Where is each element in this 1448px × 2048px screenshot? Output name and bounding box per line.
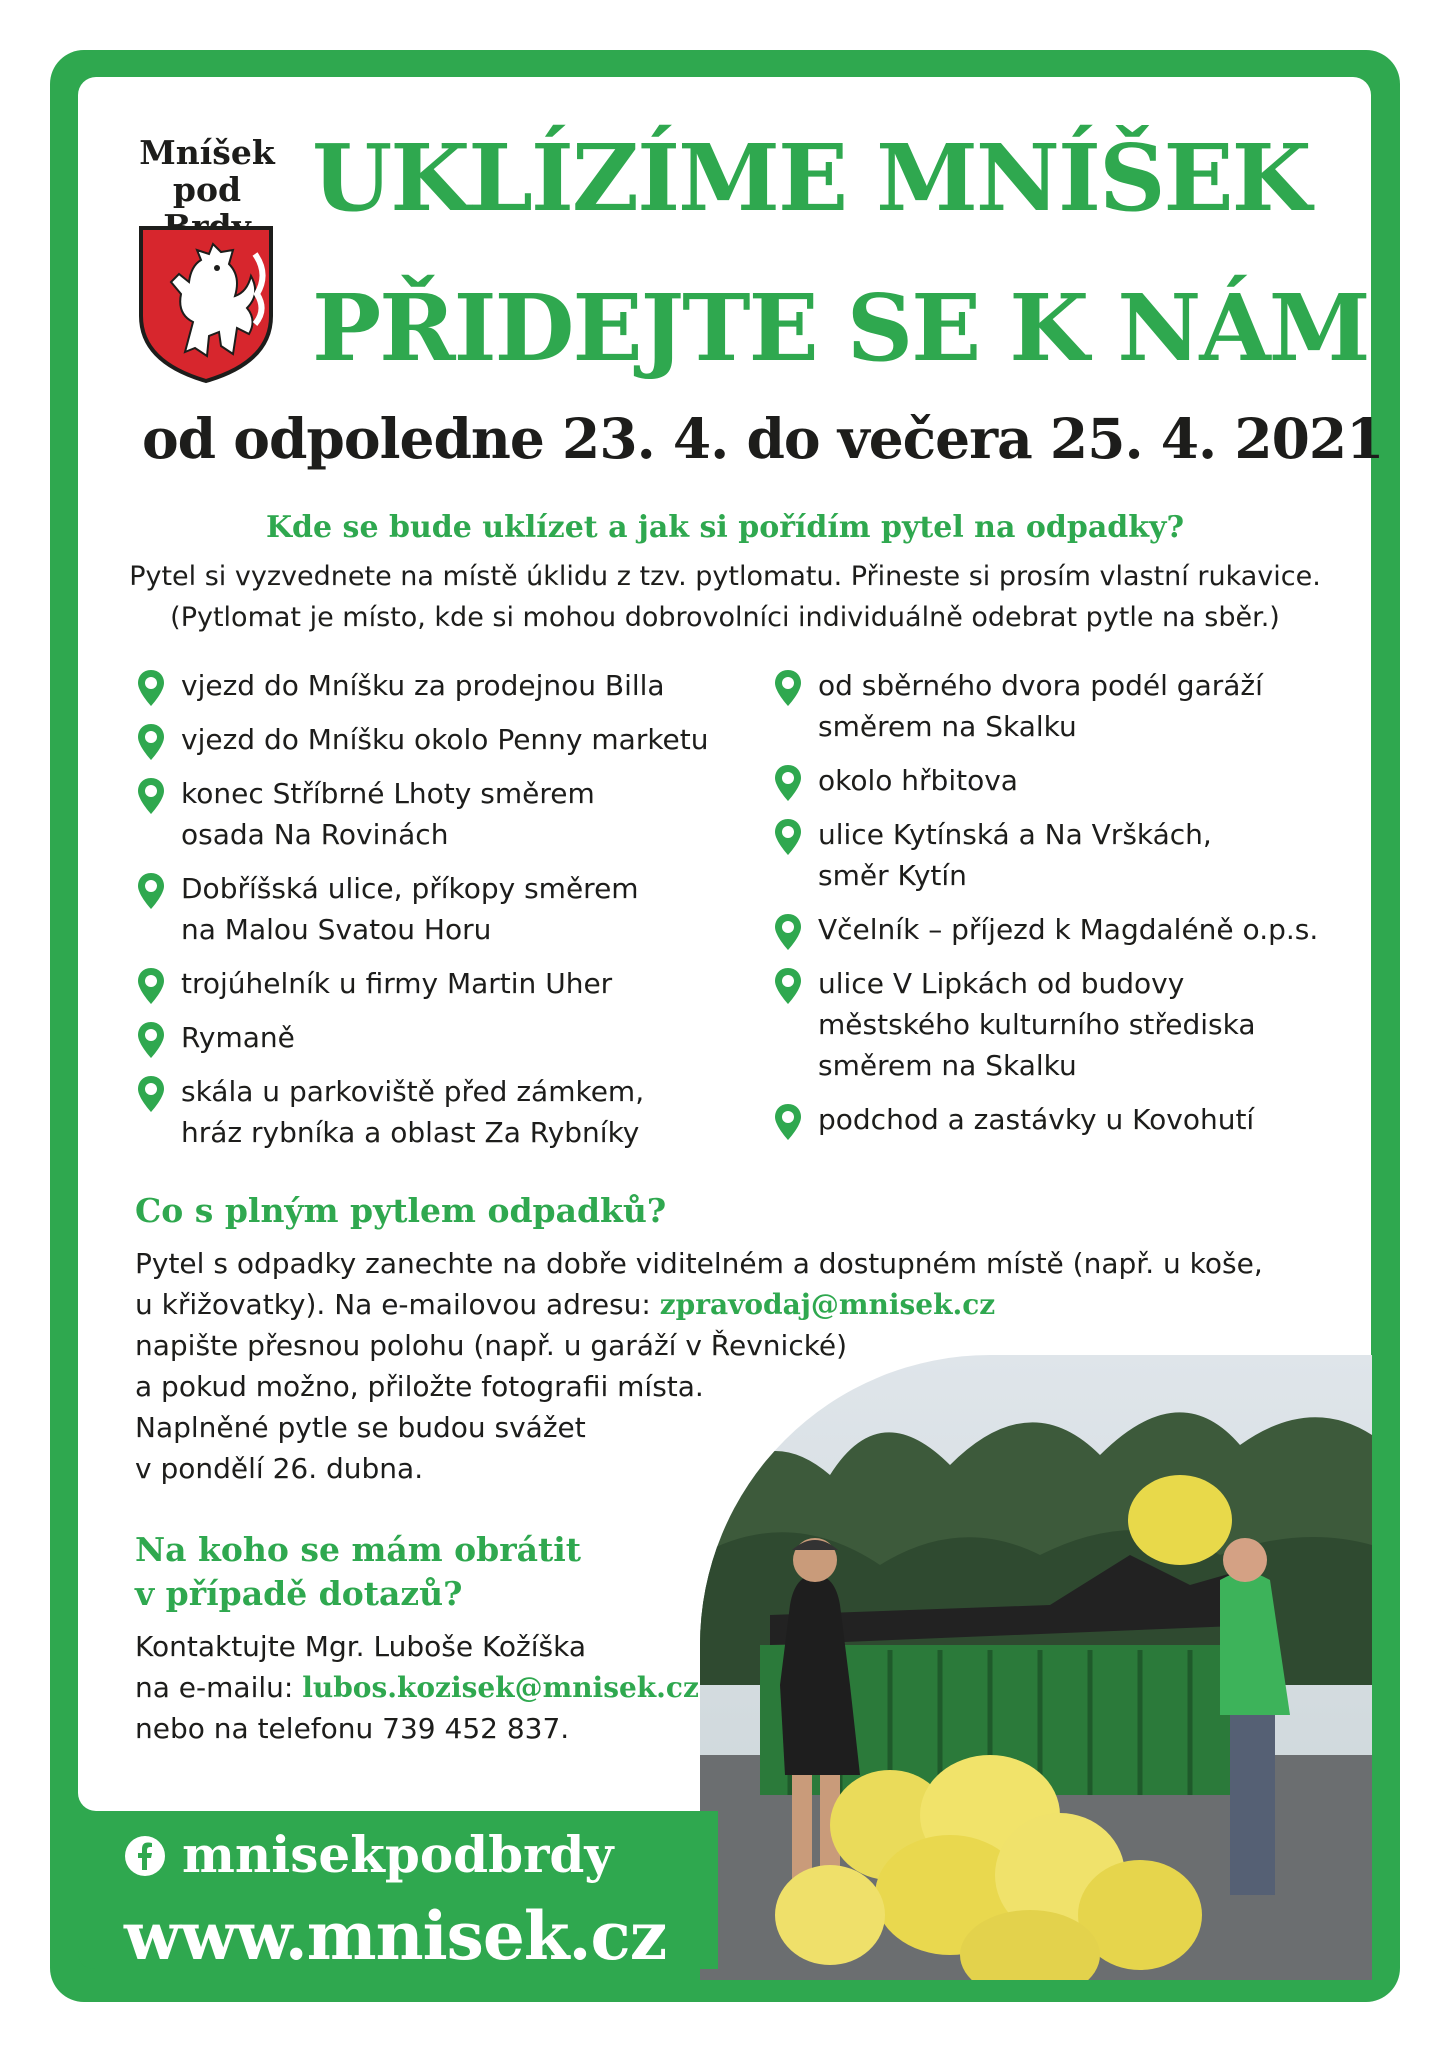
location-pin-icon	[137, 1021, 165, 1059]
section-heading-contact: Na koho se mám obrátit v případě dotazů?	[135, 1530, 582, 1613]
facebook-icon	[124, 1835, 166, 1877]
town-logo-text: Mníšek pod	[139, 133, 275, 209]
list-item: Včelník – příjezd k Magdaléně o.p.s.	[772, 909, 1352, 950]
location-pin-icon	[774, 669, 802, 707]
list-item: od sběrného dvora podél garáží směrem na Skalku	[772, 665, 1318, 747]
list-item: trojúhelník u firmy Martin Uher	[135, 963, 735, 1004]
list-item: vjezd do Mníšku okolo Penny marketu	[135, 719, 735, 760]
intro-text: Pytel si vyzvednete na místě úklidu z tzv. pytlomatu. Přineste si prosím vlastní rukavice. (Pytlomat je místo, kde si mohou dobrovolníci individuálně odebrat pytle na sběr.)	[129, 561, 1321, 633]
list-item: konec Stříbrné Lhoty směrem osada Na Rovinách	[135, 773, 621, 855]
contact-text: Kontaktujte Mgr. Luboše Kožíška na e-mailu: lubos.kozisek@mnisek.cz nebo na telefonu 739 452 837.	[135, 1630, 699, 1745]
coat-of-arms-icon	[137, 224, 275, 384]
full-bag-text: Pytel s odpadky zanechte na dobře viditelném a dostupném místě (např. u koše, u křižovatky). Na e-mailovou adresu: zpravodaj@mnisek.cz napište přesnou polohu (např. u garáží v Řevnické) a pokud možno, přiložte fotografii místa. Naplněné pytle se budou svážet v pondělí 26. dubna.	[135, 1247, 1263, 1485]
locations-list-left	[135, 665, 735, 1166]
location-pin-icon	[774, 1103, 802, 1141]
event-dates: od odpoledne 23. 4. do večera 25. 4. 2021	[142, 406, 1384, 471]
location-pin-icon	[137, 872, 165, 910]
facebook-handle[interactable]: mnisekpodbrdy	[182, 1825, 614, 1884]
location-pin-icon	[774, 967, 802, 1005]
main-title-line-2: PŘIDEJTE SE K NÁM	[312, 274, 1369, 382]
list-item: ulice V Lipkách od budovy městského kulturního střediska směrem na Skalku	[772, 963, 1288, 1086]
list-item: vjezd do Mníšku za prodejnou Billa	[135, 665, 735, 706]
list-item: Rymaně	[135, 1017, 735, 1058]
section-heading-where: Kde se bude uklízet a jak si pořídím pytel na odpadky?	[265, 510, 1185, 545]
location-pin-icon	[137, 723, 165, 761]
list-item: Dobříšská ulice, příkopy směrem na Malou Svatou Horu	[135, 868, 671, 950]
location-pin-icon	[137, 777, 165, 815]
location-pin-icon	[774, 913, 802, 951]
email-link-zpravodaj[interactable]: zpravodaj@mnisek.cz	[659, 1288, 996, 1321]
location-pin-icon	[137, 1075, 165, 1113]
location-pin-icon	[774, 764, 802, 802]
location-pin-icon	[137, 669, 165, 707]
locations-list-right	[772, 665, 1352, 1153]
location-pin-icon	[137, 967, 165, 1005]
location-pin-icon	[774, 818, 802, 856]
website-link[interactable]: www.mnisek.cz	[124, 1897, 667, 1975]
volunteers-photo	[700, 1355, 1372, 1980]
list-item: podchod a zastávky u Kovohutí	[772, 1099, 1352, 1140]
section-heading-full-bag: Co s plným pytlem odpadků?	[135, 1191, 667, 1230]
main-title-line-1: UKLÍZÍME MNÍŠEK	[312, 124, 1310, 232]
list-item: okolo hřbitova	[772, 760, 1352, 801]
list-item: ulice Kytínská a Na Vrškách, směr Kytín	[772, 814, 1268, 896]
email-link-kozisek[interactable]: lubos.kozisek@mnisek.cz	[302, 1671, 699, 1704]
list-item: skála u parkoviště před zámkem, hráz rybníka a oblast Za Rybníky	[135, 1071, 701, 1153]
